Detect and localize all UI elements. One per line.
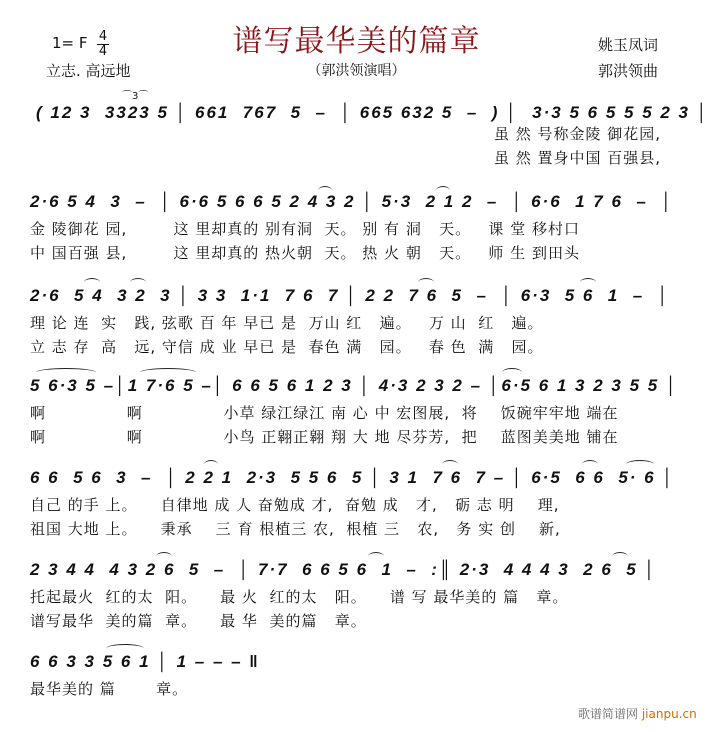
tie-slur <box>204 460 218 469</box>
time-signature-bottom: 4 <box>98 44 108 59</box>
lyrics-verse-2: 谱写最华 美的篇 章。 最 华 美的篇 章。 <box>30 612 367 630</box>
tie-slur <box>612 552 628 561</box>
score-row-6 <box>0 546 713 636</box>
tie-slur <box>318 186 332 195</box>
lyrics-verse-1: 托起最火 红的太 阳。 最 火 红的太 阳。 谱 写 最华美的 篇 章。 <box>30 588 569 606</box>
tie-slur <box>418 278 434 287</box>
notation-line: 6 6 5 6 3 – │ 2 2 1 2·3 5 5 6 5 │ 3 1 7 6 7 – │ 6·5 6 6 5· 6 │ <box>30 468 675 487</box>
notation-line: 5 6·3 5 –│1 7·6 5 –│ 6 6 5 6 1 2 3 │ 4·3 2 3 2 – │6·5 6 1 3 2 3 5 5 │ <box>30 376 679 395</box>
composer-credit: 郭洪领曲 <box>598 62 659 80</box>
lyricist-credit: 姚玉凤词 <box>598 36 659 54</box>
tie-slur <box>502 368 522 377</box>
lyrics-verse-2: 立 志 存 高 远, 守信 成 业 早已 是 春色 满 园。 春 色 满 园。 <box>30 338 544 356</box>
lyrics-verse-1: 自己 的手 上。 自律地 成 人 奋勉成 才, 奋勉 成 才, 砺 志 明 理, <box>30 496 560 514</box>
tie-slur <box>582 460 598 469</box>
lyrics-verse-2: 啊 啊 小鸟 正翱正翱 翔 大 地 尽芬芳, 把 蓝图美美地 铺在 <box>30 428 619 446</box>
lyrics-verse-1: 啊 啊 小草 绿江绿江 南 心 中 宏图展, 将 饭碗牢牢地 端在 <box>30 404 619 422</box>
tie-slur <box>156 552 172 561</box>
time-signature-top: 4 <box>98 29 108 44</box>
site-watermark <box>578 705 697 722</box>
lyrics-verse-1: 金 陵御花 园, 这 里却真的 别有洞 天。 别 有 洞 天。 课 堂 移村口 <box>30 220 580 238</box>
lyrics-verse-1: 理 论 连 实 践, 弦歌 百 年 早已 是 万山 红 遍。 万 山 红 遍。 <box>30 314 544 332</box>
tie-slur <box>580 278 596 287</box>
score-row-4 <box>0 362 713 452</box>
site-url: jianpu.cn <box>641 707 697 721</box>
lyrics-verse-2: 中 国百强 县, 这 里却真的 热火朝 天。 热 火 朝 天。 师 生 到田头 <box>30 244 580 262</box>
notation-line: ( 12 3 3323 5 │ 661 767 5 – │ 665 632 5 – ) │ 3·3 5 6 5 5 5 2 3 │ <box>36 103 710 122</box>
score-row-5 <box>0 452 713 542</box>
lyrics-verse-1: 虽 然 号称金陵 御花园, <box>494 125 662 143</box>
key-signature: 1= F <box>52 34 88 52</box>
tie-slur <box>130 278 146 287</box>
song-title: 谱写最华美的篇章 <box>232 24 481 59</box>
score-row-2 <box>0 178 713 268</box>
tie-slur <box>368 552 384 561</box>
lyrics-verse-2: 祖国 大地 上。 秉承 三 育 根植三 农, 根植 三 农, 务 实 创 新, <box>30 520 561 538</box>
tie-slur <box>84 278 100 287</box>
notation-line: 2·6 5 4 3 – │ 6·6 5 6 6 5 2 4 3 2 │ 5·3 2 1 2 – │ 6·6 1 7 6 – │ <box>30 192 674 211</box>
notation-line: 6 6 3 3 5 6 1 │ 1 – – – ‖ <box>30 652 260 671</box>
lyrics-verse-1: 最华美的 篇 章。 <box>30 680 189 698</box>
triplet-mark: ⌒3⌒ <box>122 91 149 102</box>
tie-slur <box>106 644 144 653</box>
tie-slur <box>140 368 196 377</box>
score-row-3 <box>0 272 713 362</box>
tie-slur <box>436 186 450 195</box>
tempo-expression: 立志. 高远地 <box>46 62 131 80</box>
notation-line: 2·6 5 4 3 2 3 │ 3 3 1·1 7 6 7 │ 2 2 7 6 5 – │ 6·3 5 6 1 – │ <box>30 286 671 305</box>
tie-slur <box>442 460 458 469</box>
notation-line: 2 3 4 4 4 3 2 6 5 – │ 7·7 6 6 5 6 1 – :║ 2·3 4 4 4 3 2 6 5 │ <box>30 560 658 579</box>
tie-slur <box>626 460 654 469</box>
score-row-1 <box>0 85 713 175</box>
site-name: 歌谱简谱网 <box>578 707 639 721</box>
tie-slur <box>36 368 96 377</box>
singer-credit: （郭洪领演唱） <box>307 63 406 79</box>
lyrics-verse-2: 虽 然 置身中国 百强县, <box>494 149 662 167</box>
